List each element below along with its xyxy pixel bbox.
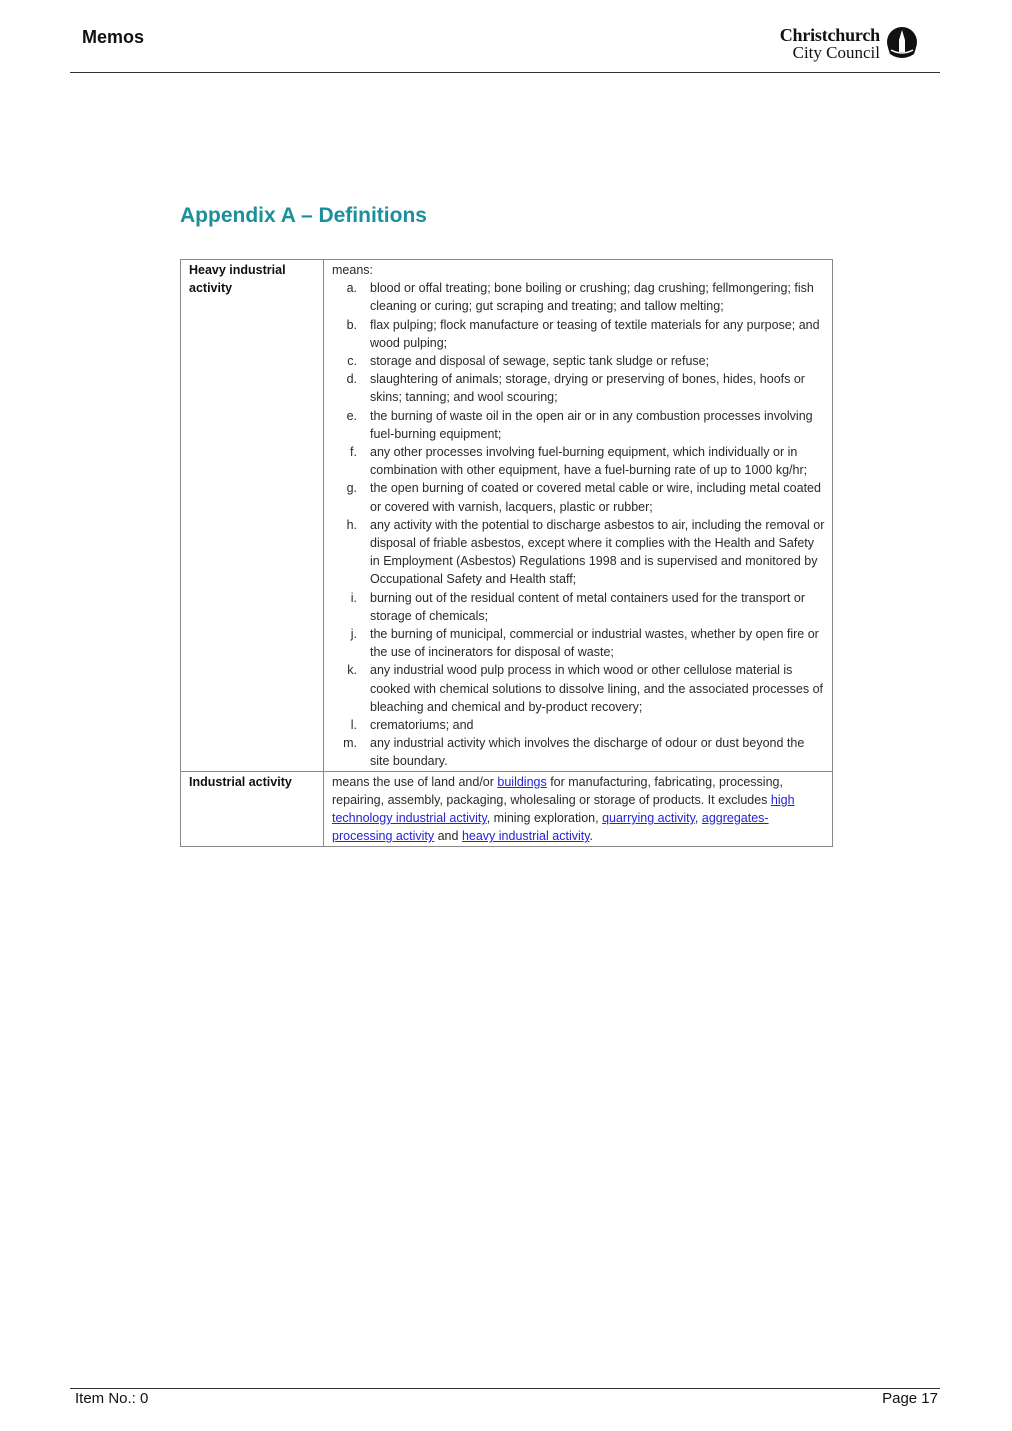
link-high-technology-industrial-activity[interactable]: high technology industrial activity bbox=[332, 792, 795, 826]
link-buildings[interactable]: buildings bbox=[497, 774, 547, 789]
list-item bbox=[332, 443, 826, 479]
logo-text bbox=[780, 27, 880, 61]
link-quarrying-activity[interactable]: quarrying activity bbox=[602, 811, 695, 826]
header-section-label: Memos bbox=[82, 27, 145, 47]
definition-text: . bbox=[589, 829, 594, 844]
list-marker: d. bbox=[346, 372, 357, 387]
council-logo bbox=[780, 26, 920, 62]
definition-text: means the use of land and/or bbox=[332, 774, 498, 789]
list-text: any industrial wood pulp process in which wood or other cellulose material is cooked with chemical solutions to dissolve lining, and the associated processes of bleaching and chemical and by-product recovery; bbox=[370, 663, 824, 714]
list-text: storage and disposal of sewage, septic tank sludge or refuse; bbox=[370, 354, 710, 369]
list-text: any activity with the potential to discharge asbestos to air, including the removal or disposal of friable asbestos, except where it complies with the Health and Safety in Employment (Asbestos) Regulations 1998 and is supervised and monitored by Occupational Safety and Health staff; bbox=[370, 517, 825, 587]
item-number: Item No.: 0 bbox=[75, 1390, 149, 1407]
definition-term: Heavy industrial activity bbox=[181, 260, 324, 772]
list-item bbox=[332, 370, 826, 406]
list-text: slaughtering of animals; storage, drying or preserving of bones, hides, hoofs or skins; tanning; and wool scouring; bbox=[370, 372, 805, 405]
footer-divider bbox=[70, 1388, 940, 1389]
list-item bbox=[332, 316, 826, 352]
list-marker: e. bbox=[346, 408, 357, 423]
list-marker: f. bbox=[350, 445, 357, 460]
definition-term: Industrial activity bbox=[181, 771, 324, 846]
list-text: flax pulping; flock manufacture or teasing of textile materials for any purpose; and wood pulping; bbox=[370, 317, 820, 350]
list-item bbox=[332, 279, 826, 315]
definition-text: , bbox=[694, 811, 702, 826]
list-text: blood or offal treating; bone boiling or crushing; dag crushing; fellmongering; fish cleaning or curing; gut scraping and treating; and tallow melting; bbox=[370, 281, 814, 314]
logo-line1: Christchurch bbox=[779, 25, 880, 45]
list-item bbox=[332, 352, 826, 370]
list-item bbox=[332, 734, 826, 770]
list-item bbox=[332, 479, 826, 515]
definition-row-heavy-industrial bbox=[181, 260, 833, 772]
list-item bbox=[332, 516, 826, 589]
list-marker: g. bbox=[346, 481, 357, 496]
link-heavy-industrial-activity[interactable]: heavy industrial activity bbox=[461, 829, 590, 844]
list-text: burning out of the residual content of metal containers used for the transport or storage of chemicals; bbox=[370, 590, 805, 623]
list-text: crematoriums; and bbox=[370, 718, 474, 733]
definition-text: and bbox=[434, 829, 462, 844]
list-marker: j. bbox=[350, 627, 357, 642]
list-item bbox=[332, 625, 826, 661]
definition-intro: means: bbox=[332, 263, 373, 277]
list-text: the burning of waste oil in the open air or in any combustion processes involving fuel-burning equipment; bbox=[370, 408, 813, 441]
list-marker: h. bbox=[346, 517, 357, 532]
definition-list bbox=[332, 279, 826, 770]
list-text: the open burning of coated or covered metal cable or wire, including metal coated or covered with varnish, lacquers, plastic or rubber; bbox=[370, 481, 821, 514]
link-aggregates-processing-activity[interactable]: aggregates-processing activity bbox=[332, 811, 769, 844]
logo-line2: City Council bbox=[792, 43, 880, 62]
cathedral-icon bbox=[884, 26, 920, 62]
list-marker: b. bbox=[346, 317, 357, 332]
definition-body bbox=[324, 260, 833, 772]
list-marker: c. bbox=[347, 354, 357, 369]
definition-text: for manufacturing, fabricating, processing, repairing, assembly, packaging, wholesaling or storage of products. It excludes bbox=[332, 774, 783, 807]
list-item bbox=[332, 661, 826, 716]
list-item bbox=[332, 407, 826, 443]
definition-row-industrial bbox=[181, 771, 833, 846]
list-marker: m. bbox=[343, 736, 357, 751]
definition-body bbox=[324, 771, 833, 846]
list-text: any industrial activity which involves the discharge of odour or dust beyond the site boundary. bbox=[370, 736, 805, 769]
appendix-title: Appendix A – Definitions bbox=[180, 204, 427, 227]
definitions-table bbox=[180, 259, 833, 847]
page-number: Page 17 bbox=[882, 1390, 938, 1407]
list-marker: a. bbox=[346, 281, 357, 296]
definition-text: , mining exploration, bbox=[486, 811, 603, 826]
list-item bbox=[332, 589, 826, 625]
list-marker: l. bbox=[350, 718, 357, 733]
list-text: any other processes involving fuel-burning equipment, which individually or in combination with other equipment, have a fuel-burning rate of up to 1000 kg/hr; bbox=[370, 445, 808, 478]
list-marker: k. bbox=[347, 663, 357, 678]
list-text: the burning of municipal, commercial or industrial wastes, whether by open fire or the use of incinerators for disposal of waste; bbox=[370, 627, 819, 660]
list-marker: i. bbox=[350, 590, 357, 605]
list-item bbox=[332, 716, 826, 734]
header-divider bbox=[70, 72, 940, 73]
